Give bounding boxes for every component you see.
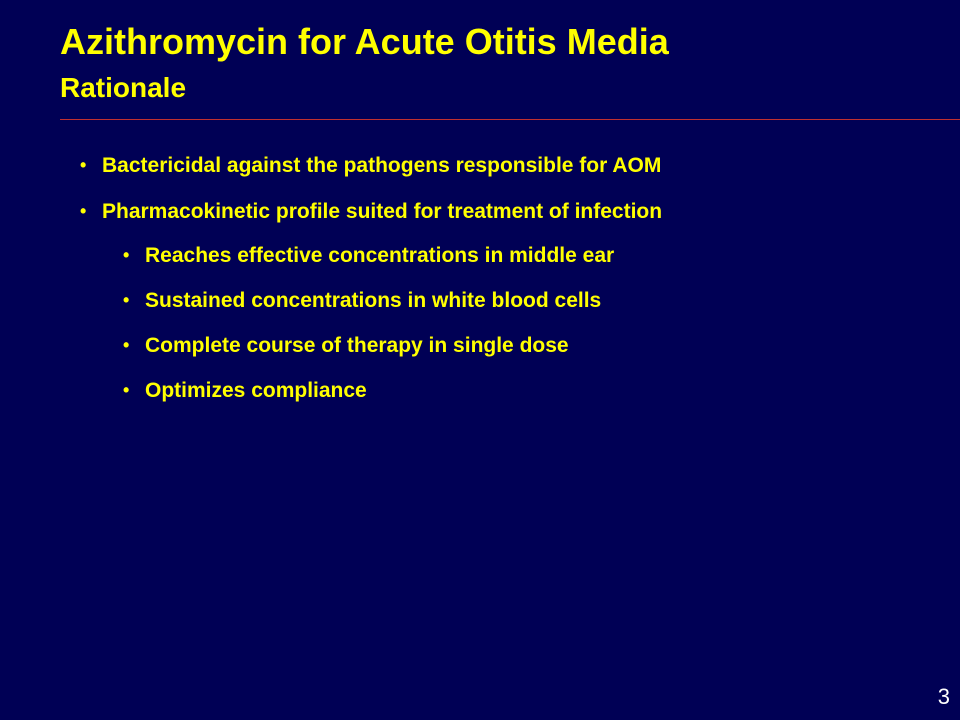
page-number: 3: [937, 684, 950, 709]
bullet-text: Complete course of therapy in single dose: [145, 334, 569, 357]
bullet-dot-icon: •: [123, 335, 130, 355]
slide-subtitle: Rationale: [60, 72, 187, 103]
bullet-dot-icon: •: [123, 290, 130, 310]
sub-bullet-item: [123, 243, 615, 269]
bullet-dot-icon: •: [80, 201, 87, 221]
bullet-text: Sustained concentrations in white blood cells: [145, 289, 602, 312]
title-divider: [60, 119, 960, 120]
bullet-text: Reaches effective concentrations in middle ear: [145, 244, 615, 267]
bullet-dot-icon: •: [123, 245, 130, 265]
bullet-text: Pharmacokinetic profile suited for treatment of infection: [102, 200, 663, 223]
bullet-item: [80, 199, 663, 225]
sub-bullet-item: [123, 333, 569, 359]
bullet-text: Bactericidal against the pathogens responsible for AOM: [102, 154, 662, 177]
slide-title: Azithromycin for Acute Otitis Media: [60, 21, 669, 62]
bullet-item: [80, 153, 662, 179]
sub-bullet-item: [123, 378, 367, 404]
bullet-text: Optimizes compliance: [145, 379, 367, 402]
sub-bullet-item: [123, 288, 602, 314]
bullet-dot-icon: •: [80, 155, 87, 175]
bullet-dot-icon: •: [123, 380, 130, 400]
